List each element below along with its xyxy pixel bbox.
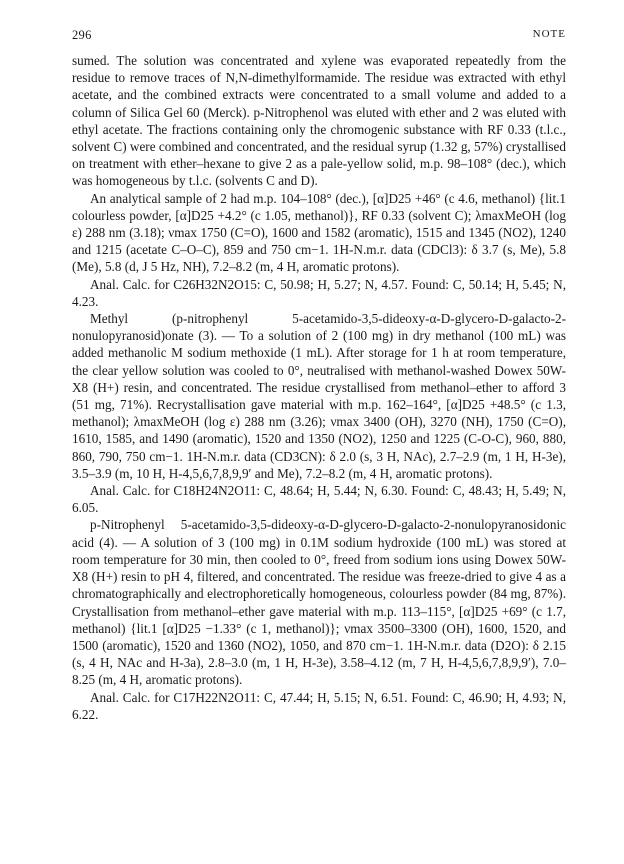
paragraph-workup: sumed. The solution was concentrated and xylene was evaporated repeatedly from the residue to remove traces of N,N-dimethylformamide. The residue was extracted with ethyl acetate, and the combined extracts were concentrated to a small volume and added to a column of Silica Gel 60 (Merck). p-Nitrophenol was eluted with ether and 2 was eluted with ethyl acetate. The fractions containing only the chromogenic substance with RF 0.33 (t.l.c., solvent C) were combined and concentrated, and the residual syrup (1.32 g, 57%) crystallised on treatment with ether–hexane to give 2 as a pale-yellow solid, m.p. 98–108° (dec.), which was homogeneous by t.l.c. (solvents C and D). (72, 53, 566, 189)
paragraph-anal-calc-2: Anal. Calc. for C26H32N2O15: C, 50.98; H, 5.27; N, 4.57. Found: C, 50.14; H, 5.45; N, 4.23. (72, 276, 566, 309)
page-number: 296 (72, 28, 92, 42)
paragraph-compound-3: Methyl (p-nitrophenyl 5-acetamido-3,5-dideoxy-α-D-glycero-D-galacto-2-nonulopyranosid)onate (3). — To a solution of 2 (100 mg) in dry methanol (100 mL) was added methanolic M sodium methoxide (1 mL). After storage for 1 h at room temperature, the clear yellow solution was cooled to 0°, neutralised with methanol-washed Dowex 50W-X8 (H+) resin, and concentrated. The residue crystallised from methanol–ether to afford 3 (51 mg, 71%). Recrystallisation gave material with m.p. 162–164°, [α]D25 +48.5° (c 1.3, methanol); λmaxMeOH (log ε) 288 nm (3.26); νmax 3400 (OH), 3270 (NH), 1750 (C=O), 1610, 1585, and 1490 (aromatic), 1520 and 1350 (NO2), 1250 and 1225 (C-O-C), 960, 880, 860, 790, 750 cm−1. 1H-N.m.r. data (CD3CN): δ 2.0 (s, 3 H, NAc), 2.7–2.9 (m, 1 H, H-3e), 3.5–3.9 (m, 10 H, H-4,5,6,7,8,9,9′ and Me), 7.2–8.2 (m, 4 H, aromatic protons). (72, 311, 566, 481)
paragraph-anal-calc-3: Anal. Calc. for C18H24N2O11: C, 48.64; H, 5.44; N, 6.30. Found: C, 48.43; H, 5.49; N, 6.05. (72, 483, 566, 516)
article-body (72, 52, 566, 723)
paragraph-compound-4: p-Nitrophenyl 5-acetamido-3,5-dideoxy-α-D-glycero-D-galacto-2-nonulopyranosidonic acid (4). — A solution of 3 (100 mg) in 0.1M sodium hydroxide (100 mL) was stored at room temperature for 30 min, then cooled to 0°, freed from sodium ions using Dowex 50W-X8 (H+) resin to pH 4, filtered, and concentrated. The residue was freeze-dried to give 4 as a chromatographically and electrophoretically homogeneous, colourless powder (84 mg, 87%). Crystallisation from methanol–ether gave material with m.p. 113–115°, [α]D25 +69° (c 1.7, methanol) {lit.1 [α]D25 −1.33° (c 1, methanol)}; νmax 3500–3300 (OH), 1600, 1520, and 1500 (aromatic), 1520 and 1360 (NO2), 1050, and 870 cm−1. 1H-N.m.r. data (D2O): δ 2.15 (s, 4 H, NAc and H-3a), 2.8–3.0 (m, 1 H, H-3e), 3.58–4.12 (m, 7 H, H-4,5,6,7,8,9,9′), 7.0–8.25 (m, 4 H, aromatic protons). (72, 517, 566, 688)
running-title: NOTE (532, 28, 566, 40)
paragraph-analytical-sample-2: An analytical sample of 2 had m.p. 104–108° (dec.), [α]D25 +46° (c 4.6, methanol) {lit.1 colourless powder, [α]D25 +4.2° (c 1.05, methanol)}, RF 0.33 (solvent C); λmaxMeOH (log ε) 288 nm (3.18); νmax 1750 (C=O), 1600 and 1582 (aromatic), 1515 and 1345 (NO2), 1240 and 1215 (acetate C–O–C), 859 and 750 cm−1. 1H-N.m.r. data (CDCl3): δ 3.7 (s, Me), 5.8 (Me), 5.8 (d, J 5 Hz, NH), 7.2–8.2 (m, 4 H, aromatic protons). (72, 190, 566, 275)
paragraph-anal-calc-4: Anal. Calc. for C17H22N2O11: C, 47.44; H, 5.15; N, 6.51. Found: C, 46.90; H, 4.93; N, 6.22. (72, 689, 566, 722)
page-header (72, 28, 566, 43)
